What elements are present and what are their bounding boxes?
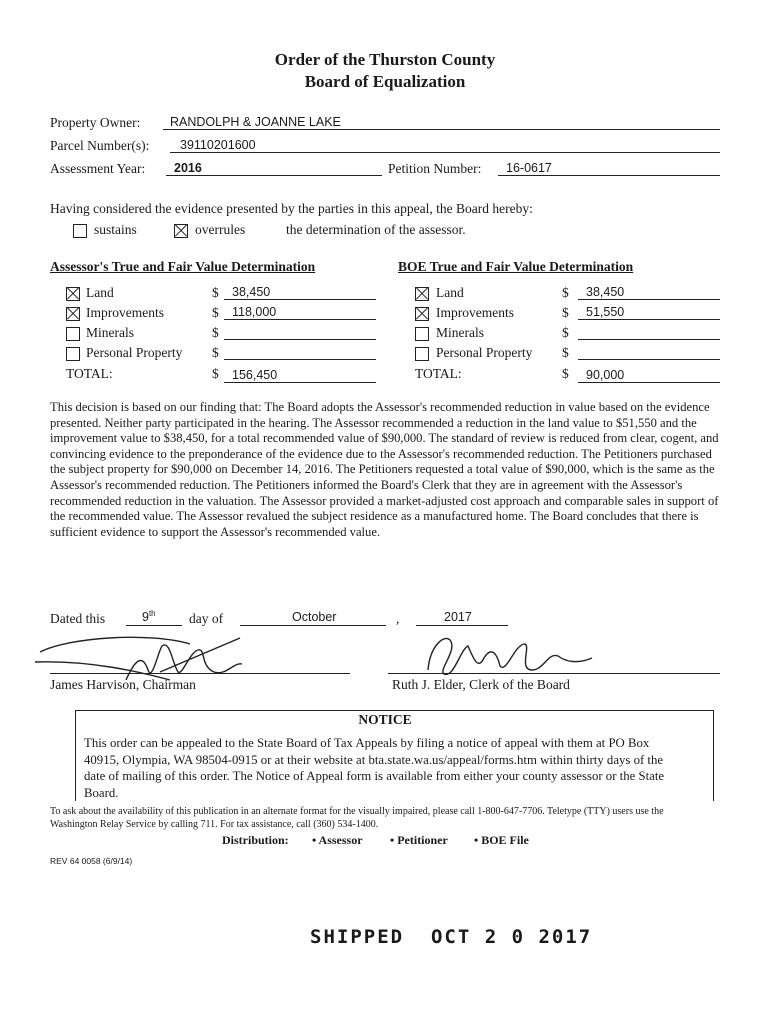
dated-comma: ,: [396, 611, 400, 626]
finding-text: This decision is based on our finding that: The Board adopts the Assessor's recommended reduction in value based on the evidence presented. Neither party participated in the hearing. The Assessor recommended a reduction in the land value to $51,550 and the improvement value to $38,450, for a total recommended value of $90,000. The standard of review is reduced from clear, cogent, and convincing evidence to the preponderance of the evidence due to the Assessor's recommended reduction. The Petitioners purchased the subject property for $90,000 on December 14, 2016. The Petitioners requested a total value of $90,000, which is the same as the Assessor's recommended reduction. The Petitioners informed the Board's Clerk that they are in agreement with the Assessor's recommended reduction in the valuation. The Assessor provided a market-adjusted cost approach and comparable sales in support of the recommended value. The Assessor revalued the subject residence as a manufactured home. The Board concludes that there is sufficient evidence to support the Assessor's recommended value.: [50, 400, 719, 539]
boe-improvements-label: Improvements: [436, 305, 514, 320]
owner-label: Property Owner:: [50, 115, 141, 130]
boe-total-label: TOTAL:: [415, 366, 462, 381]
boe-improvements-checkbox[interactable]: [415, 307, 429, 321]
boe-minerals-line: [578, 325, 720, 340]
year-label: Assessment Year:: [50, 161, 146, 176]
boe-personal-line: [578, 345, 720, 360]
assessor-land-value[interactable]: 38,450: [232, 285, 271, 299]
dollar-sign: $: [212, 325, 219, 340]
overrules-label: overrules: [195, 222, 246, 237]
assessor-land-checkbox[interactable]: [66, 287, 80, 301]
year-value[interactable]: 2016: [174, 161, 202, 175]
petition-value[interactable]: 16-0617: [506, 161, 552, 175]
assessor-total-value[interactable]: 156,450: [232, 368, 278, 382]
sustains-checkbox[interactable]: [73, 224, 87, 238]
boe-total-value[interactable]: 90,000: [586, 368, 625, 382]
boe-personal-label: Personal Property: [436, 345, 533, 360]
boe-land-value[interactable]: 38,450: [586, 285, 625, 299]
assessor-improvements-label: Improvements: [86, 305, 164, 320]
dated-day-of: day of: [189, 611, 224, 626]
assessor-heading: Assessor's True and Fair Value Determination: [50, 259, 316, 274]
dollar-sign: $: [562, 345, 569, 360]
dollar-sign: $: [562, 366, 569, 381]
overrules-checkbox[interactable]: [174, 224, 188, 238]
dollar-sign: $: [562, 285, 569, 300]
chairman-name: James Harvison, Chairman: [50, 677, 196, 692]
parcel-label: Parcel Number(s):: [50, 138, 150, 153]
assessor-minerals-line: [224, 325, 376, 340]
boe-personal-checkbox[interactable]: [415, 347, 429, 361]
notice-title: NOTICE: [358, 712, 412, 727]
notice-body: This order can be appealed to the State Board of Tax Appeals by filing a notice of appeal with them at PO Box 40915, Olympia, WA 98504-0915 or at their website at bta.state.wa.us/appeal/forms.htm within thirty days of the date of mailing of this order. The Notice of Appeal form is available from either your county assessor or the State Board.: [84, 736, 665, 800]
dated-month[interactable]: October: [292, 610, 337, 624]
boe-land-checkbox[interactable]: [415, 287, 429, 301]
assessor-minerals-checkbox[interactable]: [66, 327, 80, 341]
distribution-assessor: • Assessor: [312, 833, 363, 847]
assessor-personal-checkbox[interactable]: [66, 347, 80, 361]
clerk-name: Ruth J. Elder, Clerk of the Board: [392, 677, 570, 692]
decision-tail: the determination of the assessor.: [286, 222, 466, 237]
shipped-stamp: SHIPPED OCT 2 0 2017: [310, 926, 593, 948]
assessor-improvements-value[interactable]: 118,000: [232, 305, 277, 319]
assessor-personal-line: [224, 345, 376, 360]
dollar-sign: $: [562, 305, 569, 320]
accessibility-note: To ask about the availability of this publication in an alternate format for the visually impaired, please call 1-800-647-7706. Teletype (TTY) users use the Washington Relay Service by calling 711. For tax assistance, call (360) 534-1400.: [50, 806, 664, 830]
dollar-sign: $: [212, 305, 219, 320]
dated-day[interactable]: 9th: [142, 609, 156, 625]
dated-prefix: Dated this: [50, 611, 106, 626]
assessor-improvements-checkbox[interactable]: [66, 307, 80, 321]
distribution-petitioner: • Petitioner: [390, 833, 448, 847]
boe-heading: BOE True and Fair Value Determination: [398, 259, 634, 274]
parcel-value[interactable]: 39110201600: [180, 138, 256, 152]
dated-year[interactable]: 2017: [444, 610, 472, 624]
boe-improvements-value[interactable]: 51,550: [586, 305, 625, 319]
assessor-personal-label: Personal Property: [86, 345, 183, 360]
assessor-minerals-label: Minerals: [86, 325, 134, 340]
sustains-label: sustains: [94, 222, 137, 237]
order-title: Order of the Thurston County: [274, 50, 496, 69]
clerk-sign-line: [388, 672, 720, 674]
board-title: Board of Equalization: [304, 72, 466, 91]
form-number: REV 64 0058 (6/9/14): [50, 856, 133, 866]
chairman-sign-line: [50, 672, 350, 674]
boe-land-label: Land: [436, 285, 464, 300]
dollar-sign: $: [212, 366, 219, 381]
decision-intro: Having considered the evidence presented by the parties in this appeal, the Board hereby:: [50, 201, 533, 216]
boe-minerals-checkbox[interactable]: [415, 327, 429, 341]
assessor-land-label: Land: [86, 285, 114, 300]
assessor-total-label: TOTAL:: [66, 366, 113, 381]
distribution-label: Distribution:: [222, 833, 289, 847]
owner-value[interactable]: RANDOLPH & JOANNE LAKE: [170, 115, 341, 129]
dollar-sign: $: [562, 325, 569, 340]
dollar-sign: $: [212, 345, 219, 360]
petition-label: Petition Number:: [388, 161, 482, 176]
dollar-sign: $: [212, 285, 219, 300]
distribution-boe-file: • BOE File: [474, 833, 529, 847]
boe-minerals-label: Minerals: [436, 325, 484, 340]
clerk-signature: [408, 630, 608, 682]
